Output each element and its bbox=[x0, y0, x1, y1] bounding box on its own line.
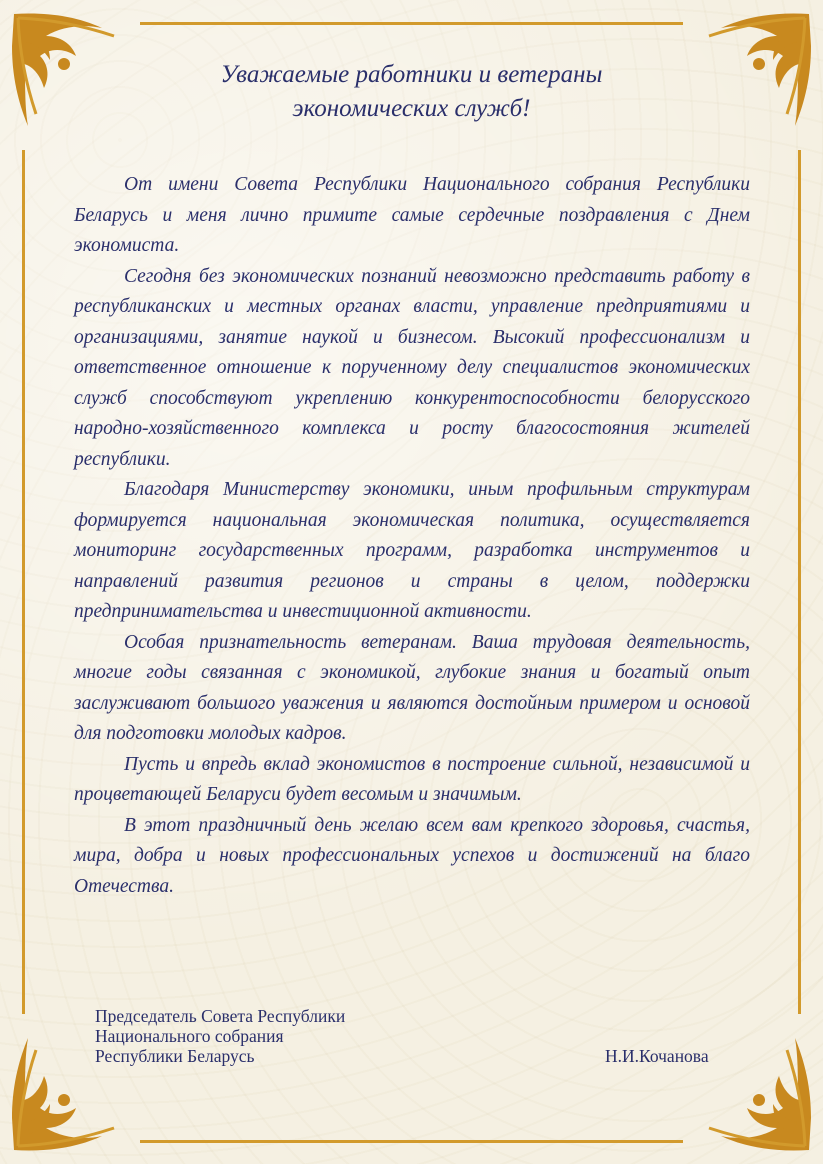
signature-position-line-3: Республики Беларусь bbox=[95, 1046, 255, 1066]
frame-line-left bbox=[22, 150, 25, 1014]
paragraph-6: В этот праздничный день желаю всем вам крепкого здоровья, счастья, мира, добра и новых профессиональных успехов и достижений на благо Отечества. bbox=[74, 814, 750, 897]
signature-block bbox=[95, 1006, 345, 1066]
signatory-name: Н.И.Кочанова bbox=[605, 1046, 709, 1066]
signature-position-line-1: Председатель Совета Республики bbox=[95, 1006, 346, 1026]
greeting-title bbox=[90, 58, 733, 126]
letter-body bbox=[74, 170, 750, 902]
frame-line-top bbox=[140, 22, 683, 25]
paragraph-1: От имени Совета Республики Национального собрания Республики Беларусь и меня лично примите самые сердечные поздравления с Днем экономиста. bbox=[74, 174, 750, 256]
signature-position-line-2: Национального собрания bbox=[95, 1026, 284, 1046]
paragraph-4: Особая признательность ветеранам. Ваша трудовая деятельность, многие годы связанная с экономикой, глубокие знания и богатый опыт заслуживают большого уважения и являются достойным примером и основой для подготовки молодых кадров. bbox=[74, 631, 750, 744]
paragraph-2: Сегодня без экономических познаний невозможно представить работу в республиканских и местных органах власти, управление предприятиями и организациями, занятие наукой и бизнесом. Высокий профессионализм и ответственное отношение к порученному делу специалистов экономических служб способствуют укреплению конкурентоспособности белорусского народно-хозяйственного комплекса и росту благосостояния жителей республики. bbox=[74, 265, 750, 470]
title-line-1: Уважаемые работники и ветераны bbox=[220, 61, 603, 88]
frame-line-bottom bbox=[140, 1140, 683, 1143]
frame-line-right bbox=[798, 150, 801, 1014]
paragraph-3: Благодаря Министерству экономики, иным профильным структурам формируется национальная экономическая политика, осуществляется мониторинг государственных программ, разработка инструментов и направлений развития регионов и страны в целом, поддержки предпринимательства и инвестиционной активности. bbox=[74, 479, 750, 622]
title-line-2: экономических служб! bbox=[292, 95, 531, 122]
paragraph-5: Пусть и впредь вклад экономистов в построение сильной, независимой и процветающей Беларуси будет весомым и значимым. bbox=[74, 753, 750, 805]
